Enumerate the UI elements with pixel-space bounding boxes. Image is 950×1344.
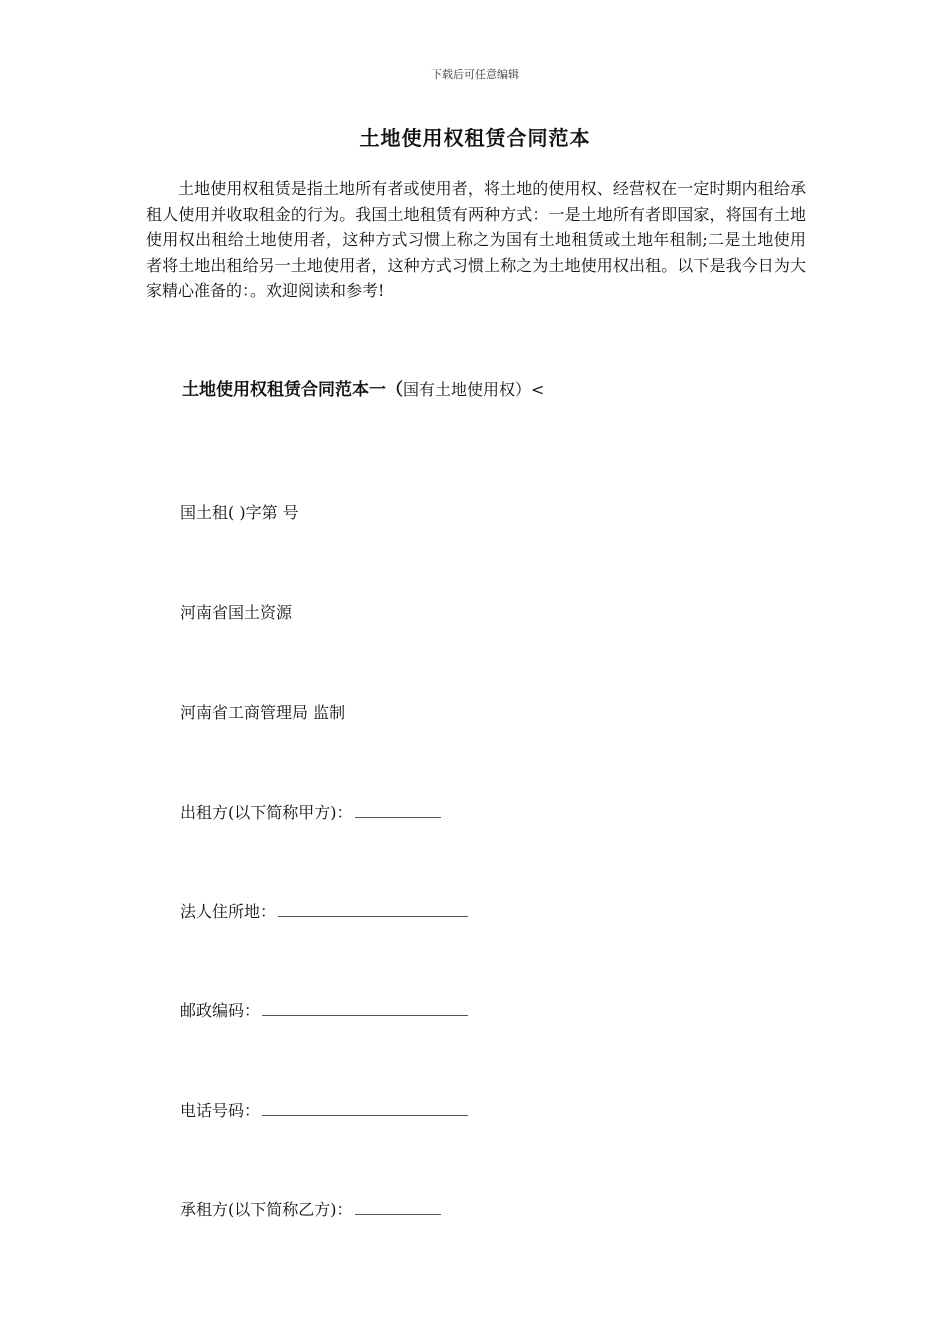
intro-paragraph: 土地使用权租赁是指土地所有者或使用者，将土地的使用权、经营权在一定时期内租给承租人使用并收取租金的行为。我国土地租赁有两种方式：一是土地所有者即国家，将国有土地使用权出租给土地使用者，这种方式习惯上称之为国有土地租赁或土地年租制;二是土地使用者将土地出租给另一土地使用者，这种方式习惯上称之为土地使用权出租。以下是我今日为大家精心准备的：。欢迎阅读和参考! [146,179,806,300]
legal-address-field [180,899,468,922]
lessor-label: 出租方(以下简称甲方)： [180,803,353,822]
document-title: 土地使用权租赁合同范本 [359,126,591,150]
lessor-blank [355,803,441,818]
legal-address-blank [278,902,468,917]
section-heading-bold: 土地使用权租赁合同范本一（ [182,380,403,400]
issuer-line-2: 河南省工商管理局 监制 [180,703,346,722]
phone-label: 电话号码： [180,1101,261,1120]
section-heading-normal: 国有土地使用权）< [403,380,545,399]
section-heading [182,375,544,400]
postal-code-field [180,998,468,1021]
lessee-field [180,1197,441,1220]
lessor-field [180,800,441,823]
contract-number-line: 国土租( )字第 号 [180,503,299,522]
postal-code-blank [262,1001,468,1016]
header-note: 下载后可任意编辑 [431,68,519,81]
legal-address-label: 法人住所地： [180,902,277,921]
phone-blank [262,1101,468,1116]
lessee-label: 承租方(以下简称乙方)： [180,1200,353,1219]
phone-field [180,1098,468,1121]
issuer-line-1: 河南省国土资源 [180,603,293,622]
postal-code-label: 邮政编码： [180,1001,261,1020]
lessee-blank [355,1200,441,1215]
